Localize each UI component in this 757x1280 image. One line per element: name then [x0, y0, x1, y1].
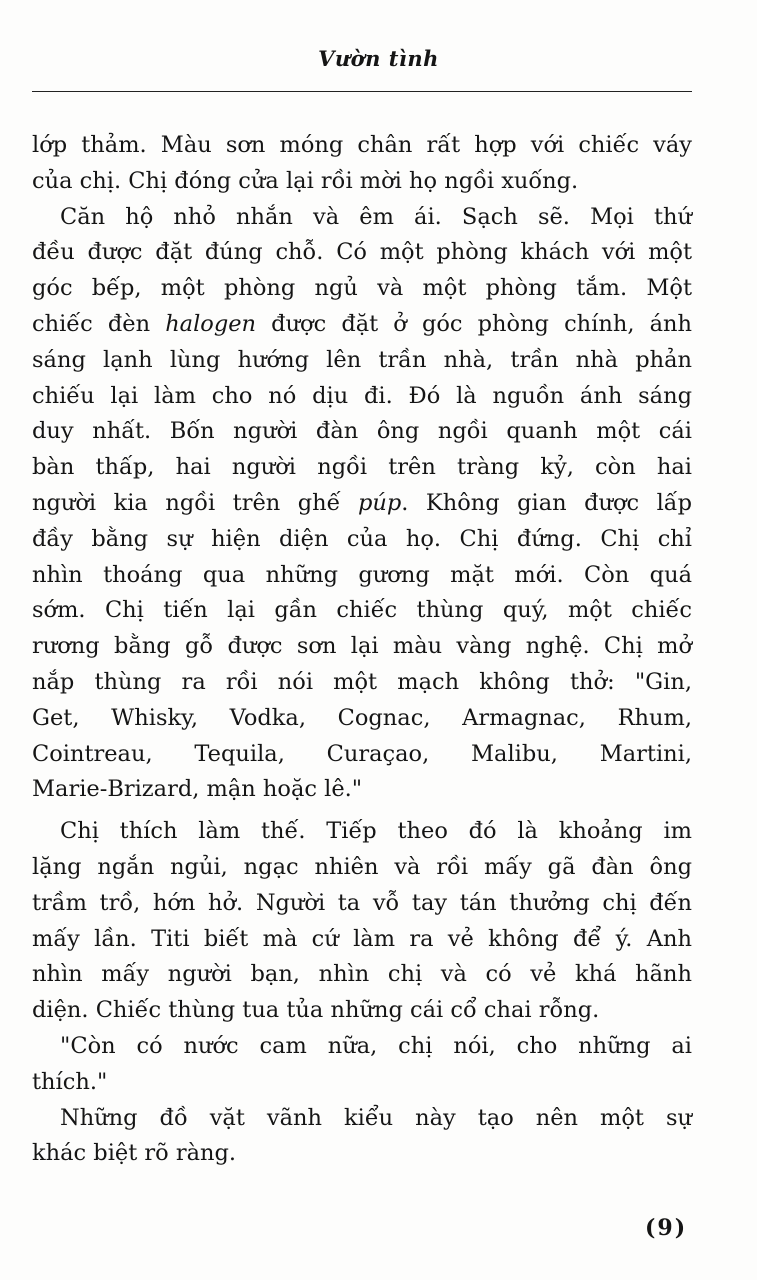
text-line: của chị. Chị đóng cửa lại rồi mời họ ngồi xuống.	[32, 167, 579, 194]
text-line: thích."	[32, 1068, 108, 1095]
text-line: "Còn có nước cam nữa, chị nói, cho những ai	[60, 1032, 692, 1059]
text-line: Marie-Brizard, mận hoặc lê."	[32, 776, 363, 803]
text-line: nhìn mấy người bạn, nhìn chị và có vẻ khá hãnh	[32, 961, 692, 988]
text-line: bàn thấp, hai người ngồi trên tràng kỷ, còn hai	[32, 454, 692, 481]
italic-word: halogen	[165, 310, 257, 337]
text-line: sáng lạnh lùng hướng lên trần nhà, trần nhà phản	[32, 346, 692, 373]
text-line: lớp thảm. Màu sơn móng chân rất hợp với chiếc váy	[32, 132, 692, 158]
text-line: đầy bằng sự hiện diện của họ. Chị đứng. Chị chỉ	[32, 525, 692, 552]
text-line: rương bằng gỗ được sơn lại màu vàng nghệ. Chị mở	[32, 633, 692, 660]
paragraph	[32, 814, 692, 1029]
text-line: Chị thích làm thế. Tiếp theo đó là khoảng im	[60, 818, 692, 845]
body-text	[32, 128, 692, 1172]
text-line: mấy lần. Titi biết mà cứ làm ra vẻ không để ý. Anh	[32, 925, 692, 952]
text-line: diện. Chiếc thùng tua tủa những cái cổ chai rỗng.	[32, 997, 600, 1024]
text-line: trầm trồ, hớn hở. Người ta vỗ tay tán thưởng chị đến	[32, 889, 692, 916]
text-line: khác biệt rõ ràng.	[32, 1140, 237, 1167]
paragraph	[32, 128, 692, 200]
text-line: lặng ngắn ngủi, ngạc nhiên và rồi mấy gã đàn ông	[32, 853, 692, 880]
header-rule	[32, 91, 692, 92]
paragraph	[32, 1029, 692, 1101]
paragraph	[32, 1101, 692, 1173]
text-line: sớm. Chị tiến lại gần chiếc thùng quý, một chiếc	[32, 597, 692, 624]
text-line: Căn hộ nhỏ nhắn và êm ái. Sạch sẽ. Mọi thứ	[60, 203, 692, 230]
text-line-pup: người kia ngồi trên ghế púp. Không gian được lấp	[32, 489, 692, 516]
text-line: duy nhất. Bốn người đàn ông ngồi quanh một cái	[32, 418, 692, 445]
text-line-halogen: chiếc đèn halogen được đặt ở góc phòng chính, ánh	[32, 310, 693, 337]
text-line: nắp thùng ra rồi nói một mạch không thở: "Gin,	[32, 668, 692, 695]
text-line: chiếu lại làm cho nó dịu đi. Đó là nguồn ánh sáng	[32, 382, 692, 409]
page-number: (9)	[645, 1215, 688, 1241]
text-line: góc bếp, một phòng ngủ và một phòng tắm. Một	[32, 275, 692, 302]
paragraph	[32, 200, 692, 809]
italic-word: púp	[357, 489, 402, 516]
text-line: Những đồ vặt vãnh kiểu này tạo nên một sự	[60, 1104, 692, 1131]
running-header-title: Vườn tình	[318, 46, 439, 71]
text-line: đều được đặt đúng chỗ. Có một phòng khách với một	[32, 239, 692, 266]
text-line: nhìn thoáng qua những gương mặt mới. Còn quá	[32, 561, 692, 588]
text-line: Cointreau, Tequila, Curaçao, Malibu, Martini,	[32, 740, 692, 767]
text-line: Get, Whisky, Vodka, Cognac, Armagnac, Rhum,	[32, 704, 692, 731]
